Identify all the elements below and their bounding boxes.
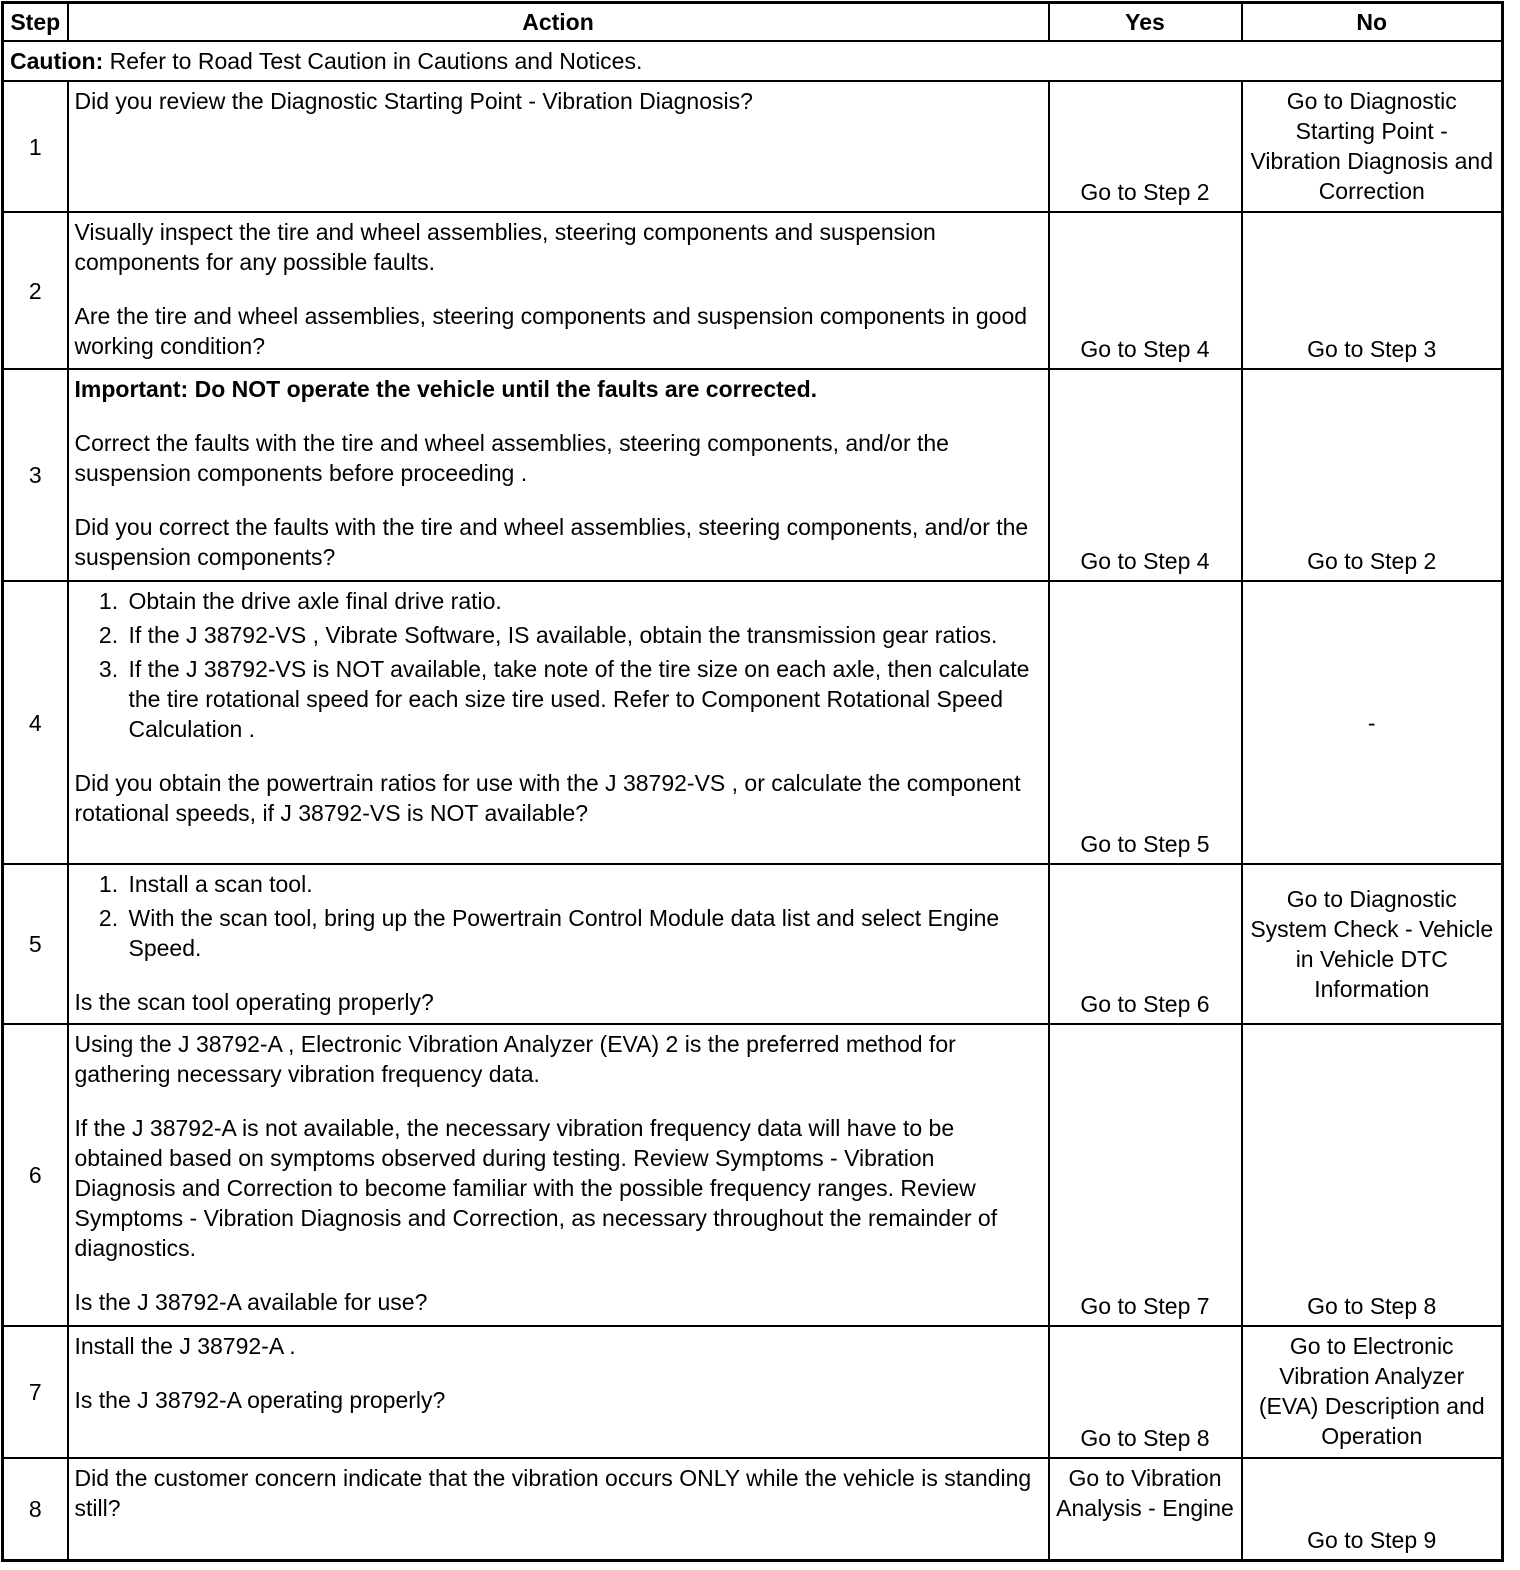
action-cell <box>68 581 1049 864</box>
no-link[interactable]: Go to Step 3 <box>1242 212 1503 369</box>
list-item: 2. If the J 38792-VS , Vibrate Software, IS available, obtain the transmission gear ratios. <box>125 620 1042 650</box>
yes-link[interactable]: Go to Step 5 <box>1049 581 1242 864</box>
step-number: 7 <box>3 1326 68 1458</box>
step-row-6 <box>3 1024 1503 1326</box>
important-note: Important: Do NOT operate the vehicle until the faults are corrected. <box>74 376 818 402</box>
action-cell <box>68 212 1049 369</box>
action-text: If the J 38792-A is not available, the necessary vibration frequency data will have to be obtained based on symptoms observed during testing. Review Symptoms - Vibration Diagnosis and Correction to become familiar with the possible frequency ranges. Review Symptoms - Vibration Diagnosis and Correction, as necessary throughout the remainder of diagnostics. <box>74 1115 998 1261</box>
header-yes: Yes <box>1049 3 1242 42</box>
procedure-list <box>75 586 1042 744</box>
caution-label: Caution: <box>10 48 104 74</box>
list-item: 3. If the J 38792-VS is NOT available, take note of the tire size on each axle, then calculate the tire rotational speed for each size tire used. Refer to Component Rotational Speed Calculation . <box>125 654 1042 744</box>
action-question: Is the scan tool operating properly? <box>74 989 434 1015</box>
action-text: Visually inspect the tire and wheel assemblies, steering components and suspension components for any possible faults. <box>74 219 936 275</box>
action-cell <box>68 369 1049 581</box>
yes-link[interactable]: Go to Step 7 <box>1049 1024 1242 1326</box>
action-question: Did you obtain the powertrain ratios for use with the J 38792-VS , or calculate the component rotational speeds, if J 38792-VS is NOT available? <box>74 770 1021 826</box>
no-link: - <box>1242 581 1503 864</box>
action-cell <box>68 864 1049 1024</box>
list-item: 2. With the scan tool, bring up the Powertrain Control Module data list and select Engine Speed. <box>125 903 1042 963</box>
caution-text: Refer to Road Test Caution in Cautions and Notices. <box>103 48 643 74</box>
step-row-7 <box>3 1326 1503 1458</box>
step-number: 5 <box>3 864 68 1024</box>
header-row <box>3 3 1503 42</box>
action-cell <box>68 81 1049 212</box>
yes-link[interactable]: Go to Step 4 <box>1049 212 1242 369</box>
action-cell <box>68 1024 1049 1326</box>
step-row-3 <box>3 369 1503 581</box>
step-number: 3 <box>3 369 68 581</box>
action-cell <box>68 1458 1049 1560</box>
header-step: Step <box>3 3 68 42</box>
list-item: 1. Install a scan tool. <box>125 869 1042 899</box>
step-number: 4 <box>3 581 68 864</box>
step-number: 1 <box>3 81 68 212</box>
step-number: 6 <box>3 1024 68 1326</box>
yes-link[interactable]: Go to Step 4 <box>1049 369 1242 581</box>
yes-link[interactable]: Go to Step 6 <box>1049 864 1242 1024</box>
yes-link[interactable]: Go to Vibration Analysis - Engine <box>1049 1458 1242 1560</box>
procedure-list <box>75 869 1042 963</box>
action-question: Are the tire and wheel assemblies, steering components and suspension components in good working condition? <box>74 303 1028 359</box>
caution-row <box>3 41 1503 81</box>
header-no: No <box>1242 3 1503 42</box>
yes-link[interactable]: Go to Step 2 <box>1049 81 1242 212</box>
step-row-5 <box>3 864 1503 1024</box>
step-number: 2 <box>3 212 68 369</box>
action-question: Is the J 38792-A operating properly? <box>74 1387 446 1413</box>
no-link[interactable]: Go to Electronic Vibration Analyzer (EVA) Description and Operation <box>1242 1326 1503 1458</box>
no-link[interactable]: Go to Step 9 <box>1242 1458 1503 1560</box>
step-row-4 <box>3 581 1503 864</box>
action-text: Correct the faults with the tire and wheel assemblies, steering components, and/or the suspension components before proceeding . <box>74 430 949 486</box>
action-question: Did you correct the faults with the tire and wheel assemblies, steering components, and/or the suspension components? <box>74 514 1029 570</box>
action-cell <box>68 1326 1049 1458</box>
no-link[interactable]: Go to Diagnostic Starting Point - Vibration Diagnosis and Correction <box>1242 81 1503 212</box>
no-link[interactable]: Go to Step 8 <box>1242 1024 1503 1326</box>
step-number: 8 <box>3 1458 68 1560</box>
header-action: Action <box>68 3 1049 42</box>
action-text: Using the J 38792-A , Electronic Vibration Analyzer (EVA) 2 is the preferred method for gathering necessary vibration frequency data. <box>74 1031 956 1087</box>
yes-link[interactable]: Go to Step 8 <box>1049 1326 1242 1458</box>
step-row-2 <box>3 212 1503 369</box>
caution-cell <box>3 41 1503 81</box>
step-row-1 <box>3 81 1503 212</box>
no-link[interactable]: Go to Step 2 <box>1242 369 1503 581</box>
diagnostic-table <box>1 1 1504 1562</box>
action-question: Did the customer concern indicate that the vibration occurs ONLY while the vehicle is standing still? <box>74 1465 1032 1521</box>
action-question: Is the J 38792-A available for use? <box>74 1289 428 1315</box>
action-text: Did you review the Diagnostic Starting Point - Vibration Diagnosis? <box>74 88 753 114</box>
action-text: Install the J 38792-A . <box>74 1333 296 1359</box>
step-row-8 <box>3 1458 1503 1560</box>
list-item: 1. Obtain the drive axle final drive ratio. <box>125 586 1042 616</box>
no-link[interactable]: Go to Diagnostic System Check - Vehicle in Vehicle DTC Information <box>1242 864 1503 1024</box>
